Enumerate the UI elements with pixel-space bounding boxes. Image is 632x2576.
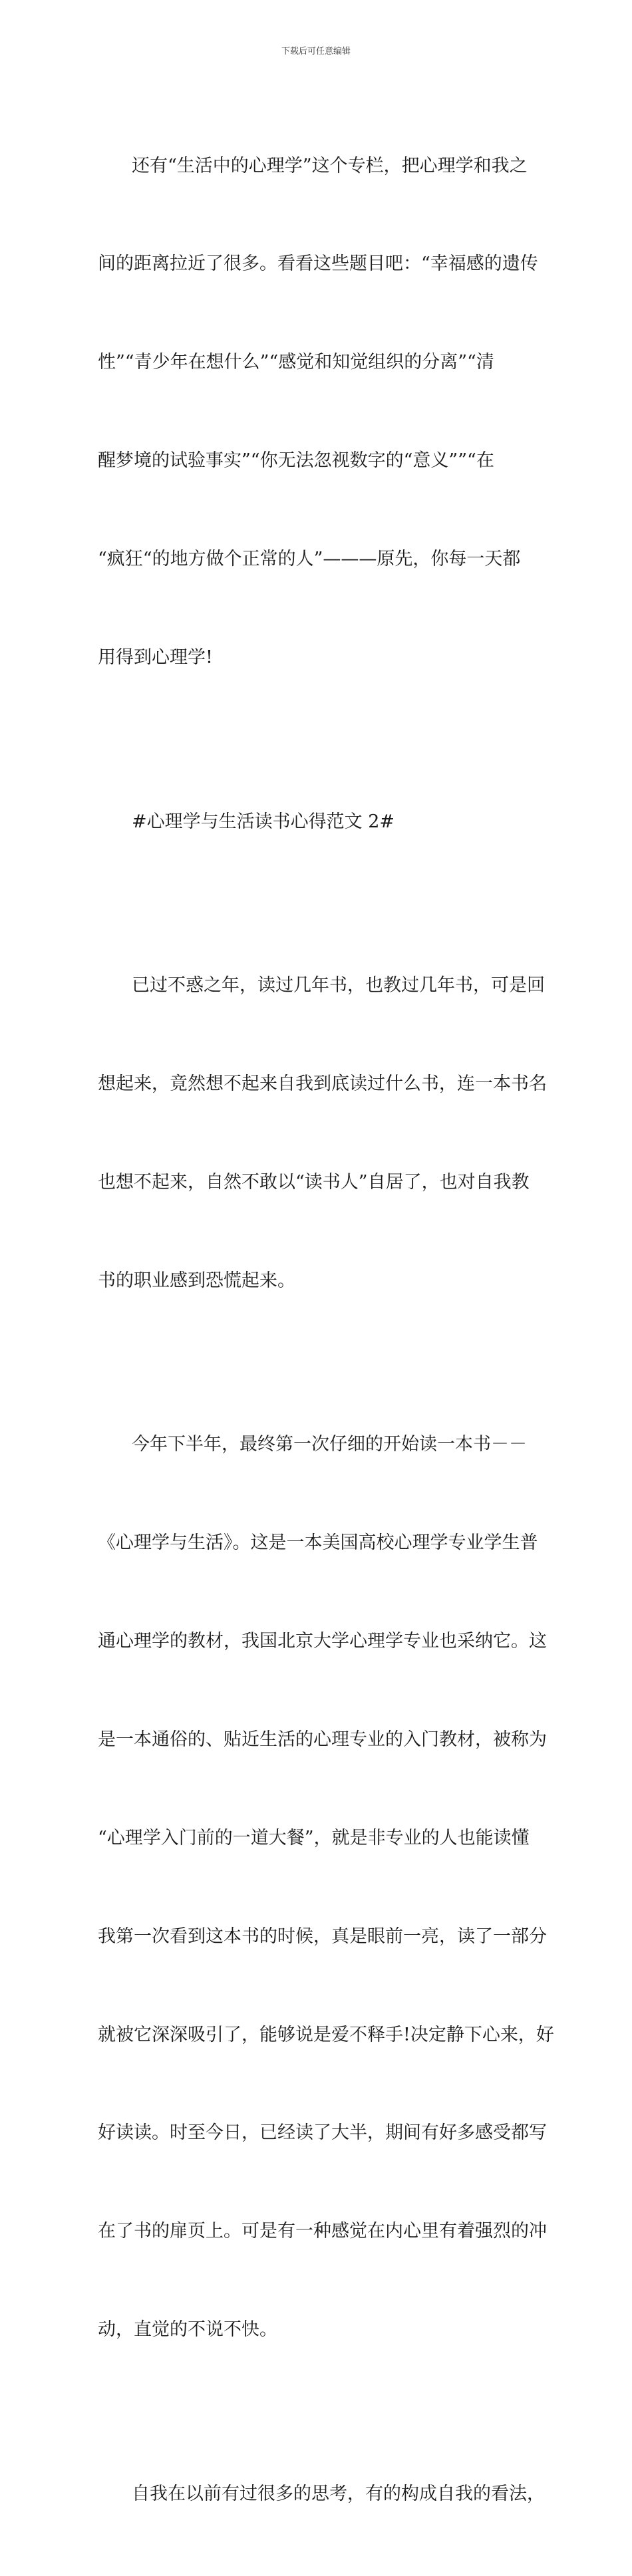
text-line: 用得到心理学! <box>98 647 213 668</box>
text-line: 书的职业感到恐慌起来。 <box>98 1270 295 1291</box>
text-line: 通心理学的教材，我国北京大学心理学专业也采纳它。这 <box>98 1630 547 1651</box>
text-line: 还有“生活中的心理学”这个专栏，把心理学和我之 <box>132 155 528 176</box>
text-line: 是一本通俗的、贴近生活的心理专业的入门教材，被称为 <box>98 1729 547 1750</box>
heading-line: #心理学与生活读书心得范文 2# <box>132 811 395 832</box>
paragraph-2 <box>98 903 547 1362</box>
paragraph-4 <box>98 2412 545 2575</box>
text-line: 自我在以前有过很多的思考，有的构成自我的看法， <box>132 2483 545 2504</box>
text-line: 已过不惑之年，读过几年书，也教过几年书，可是回 <box>132 975 545 996</box>
text-line: 性”“青少年在想什么”“感觉和知觉组织的分离”“清 <box>98 352 494 373</box>
section-heading <box>98 740 537 903</box>
text-line: 间的距离拉近了很多。看看这些题目吧：“幸福感的遗传 <box>98 253 538 275</box>
text-line: 好读读。时至今日，已经读了大半，期间有好多感受都写 <box>98 2122 547 2144</box>
text-line: 在了书的扉页上。可是有一种感觉在内心里有着强烈的冲 <box>98 2221 547 2242</box>
text-line: 动，直觉的不说不快。 <box>98 2319 277 2341</box>
page-header: 下载后可任意编辑 <box>281 47 351 57</box>
text-line: 想起来，竟然想不起来自我到底读过什么书，连一本书名 <box>98 1073 547 1094</box>
text-line: “疯狂“的地方做个正常的人”———原先，你每一天都 <box>98 549 521 570</box>
text-line: 醒梦境的试验事实”“你无法忽视数字的“意义””“在 <box>98 450 494 472</box>
paragraph-1 <box>98 84 537 740</box>
paragraph-3 <box>98 1363 554 2412</box>
document-body <box>98 84 554 2576</box>
text-line: 今年下半年，最终第一次仔细的开始读一本书－－ <box>132 1434 527 1455</box>
text-line: “心理学入门前的一道大餐”，就是非专业的人也能读懂 <box>98 1827 530 1848</box>
text-line: 就被它深深吸引了，能够说是爱不释手!决定静下心来，好 <box>98 2024 554 2045</box>
text-line: 也想不起来，自然不敢以“读书人”自居了，也对自我教 <box>98 1171 530 1193</box>
text-line: 《心理学与生活》。这是一本美国高校心理学专业学生普 <box>98 1532 538 1554</box>
text-line: 我第一次看到这本书的时候，真是眼前一亮，读了一部分 <box>98 1926 547 1947</box>
